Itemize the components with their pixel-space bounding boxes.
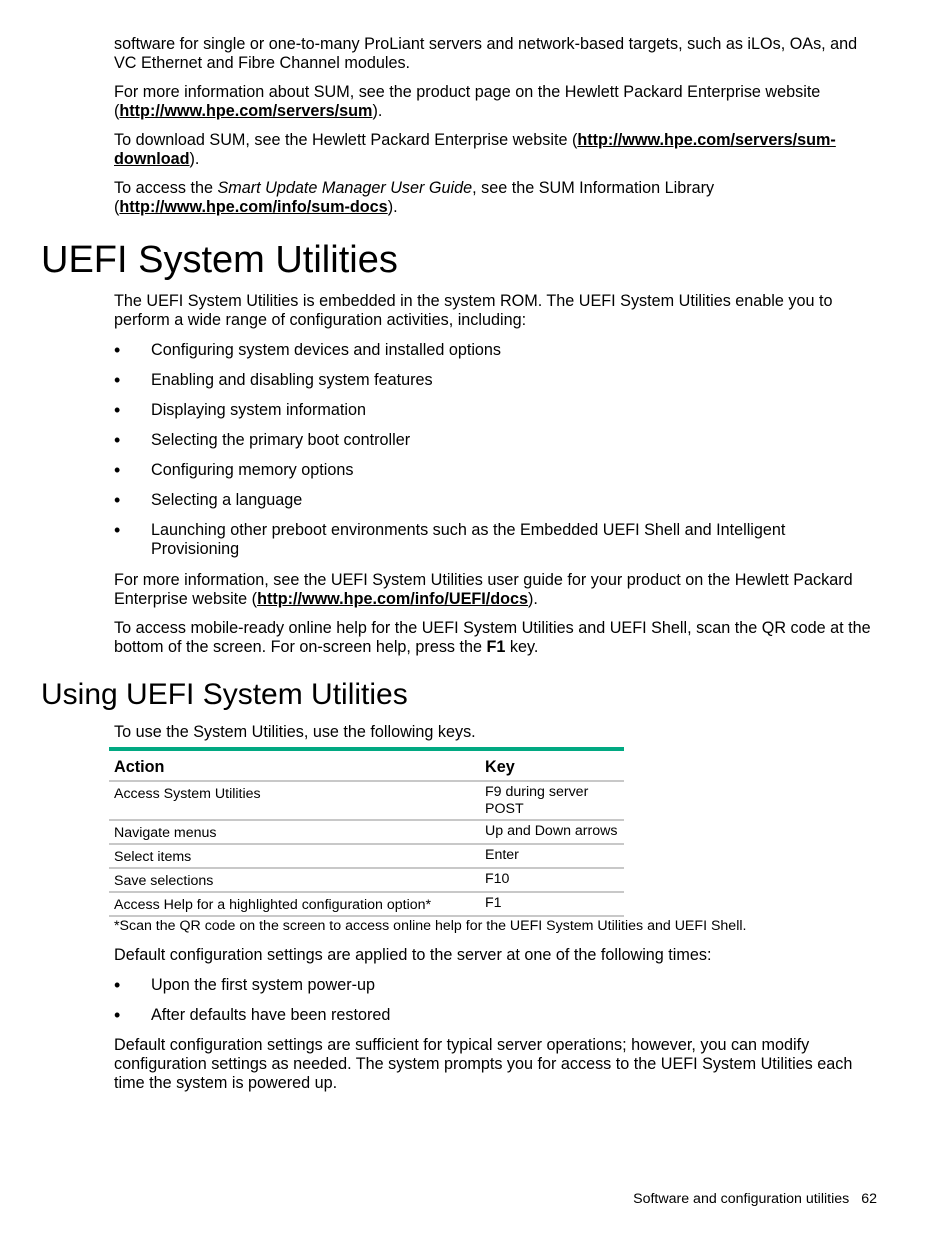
sum-paragraph-2: For more information about SUM, see the product page on the Hewlett Packard Enterprise website (http://www.hpe.com/servers/sum). (114, 83, 821, 120)
key-cell: Up and Down arrows (480, 820, 624, 844)
bullet-icon: • (114, 1005, 121, 1025)
bullet-icon: • (114, 520, 121, 540)
keys-table (109, 747, 624, 917)
table-row (109, 868, 624, 892)
list-item: • Enabling and disabling system features (114, 370, 433, 390)
list-item: • Displaying system information (114, 400, 367, 420)
bullet-icon: • (114, 400, 121, 420)
bullet-icon: • (114, 460, 121, 480)
sum-paragraph-4: To access the Smart Update Manager User Guide, see the SUM Information Library (http://www.hpe.com/info/sum-docs). (114, 179, 715, 216)
using-uefi-heading: Using UEFI System Utilities (41, 678, 408, 711)
key-cell: F9 during server POST (480, 781, 624, 820)
bullet-icon: • (114, 490, 121, 510)
bullet-icon: • (114, 430, 121, 450)
uefi-more-info: For more information, see the UEFI System Utilities user guide for your product on the Hewlett Packard Enterprise website (http://www.hpe.com/info/UEFI/docs). (114, 571, 853, 608)
uefi-heading: UEFI System Utilities (41, 239, 398, 281)
page-number: 62 (861, 1191, 877, 1207)
uefi-activities-list (114, 341, 884, 570)
list-item: • After defaults have been restored (114, 1005, 391, 1025)
page-footer (633, 1191, 877, 1208)
defaults-intro: Default configuration settings are applied to the server at one of the following times: (114, 946, 712, 964)
bullet-icon: • (114, 340, 121, 360)
list-item: • Launching other preboot environments such as the Embedded UEFI Shell and Intelligent Provisioning (114, 520, 786, 558)
list-item: • Configuring memory options (114, 460, 354, 480)
column-header-key: Key (480, 749, 624, 781)
sum-docs-link[interactable]: http://www.hpe.com/info/sum-docs (119, 198, 388, 216)
using-intro: To use the System Utilities, use the following keys. (114, 723, 476, 741)
action-cell: Select items (109, 844, 480, 868)
sum-intro-block (114, 35, 884, 217)
table-row (109, 781, 624, 820)
list-item: • Configuring system devices and installed options (114, 340, 502, 360)
action-cell: Save selections (109, 868, 480, 892)
table-row (109, 892, 624, 916)
list-item: • Selecting a language (114, 490, 303, 510)
key-cell: F1 (480, 892, 624, 916)
key-cell: F10 (480, 868, 624, 892)
column-header-action: Action (109, 749, 480, 781)
bullet-icon: • (114, 975, 121, 995)
list-item: • Selecting the primary boot controller (114, 430, 411, 450)
defaults-times-list (114, 976, 884, 1036)
table-row (109, 820, 624, 844)
bullet-icon: • (114, 370, 121, 390)
action-cell: Access System Utilities (109, 781, 480, 820)
defaults-closing: Default configuration settings are sufficient for typical server operations; however, you can modify configuration settings as needed. The system prompts you for access to the UEFI System Utilities each time the system is powered up. (114, 1036, 853, 1092)
sum-download-link[interactable]: http://www.hpe.com/servers/sum-download (114, 131, 836, 168)
action-cell: Access Help for a highlighted configuration option* (109, 892, 480, 916)
action-cell: Navigate menus (109, 820, 480, 844)
table-footnote: *Scan the QR code on the screen to access online help for the UEFI System Utilities and UEFI Shell. (114, 918, 747, 934)
sum-user-guide-title: Smart Update Manager User Guide (217, 179, 473, 197)
sum-paragraph-3: To download SUM, see the Hewlett Packard Enterprise website (http://www.hpe.com/servers/sum-download). (114, 131, 836, 168)
list-item: • Upon the first system power-up (114, 975, 376, 995)
key-cell: Enter (480, 844, 624, 868)
uefi-mobile-help: To access mobile-ready online help for the UEFI System Utilities and UEFI Shell, scan the QR code at the bottom of the screen. For on-screen help, press the F1 key. (114, 619, 871, 656)
sum-paragraph-1: software for single or one-to-many ProLiant servers and network-based targets, such as iLOs, OAs, and VC Ethernet and Fibre Channel modules. (114, 35, 858, 72)
uefi-docs-link[interactable]: http://www.hpe.com/info/UEFI/docs (257, 590, 529, 608)
table-row (109, 844, 624, 868)
table-header-row (109, 749, 624, 781)
uefi-intro: The UEFI System Utilities is embedded in the system ROM. The UEFI System Utilities enable you to perform a wide range of configuration activities, including: (114, 292, 833, 329)
footer-section-title: Software and configuration utilities (633, 1191, 850, 1207)
f1-key: F1 (486, 638, 506, 656)
sum-product-link[interactable]: http://www.hpe.com/servers/sum (119, 102, 373, 120)
